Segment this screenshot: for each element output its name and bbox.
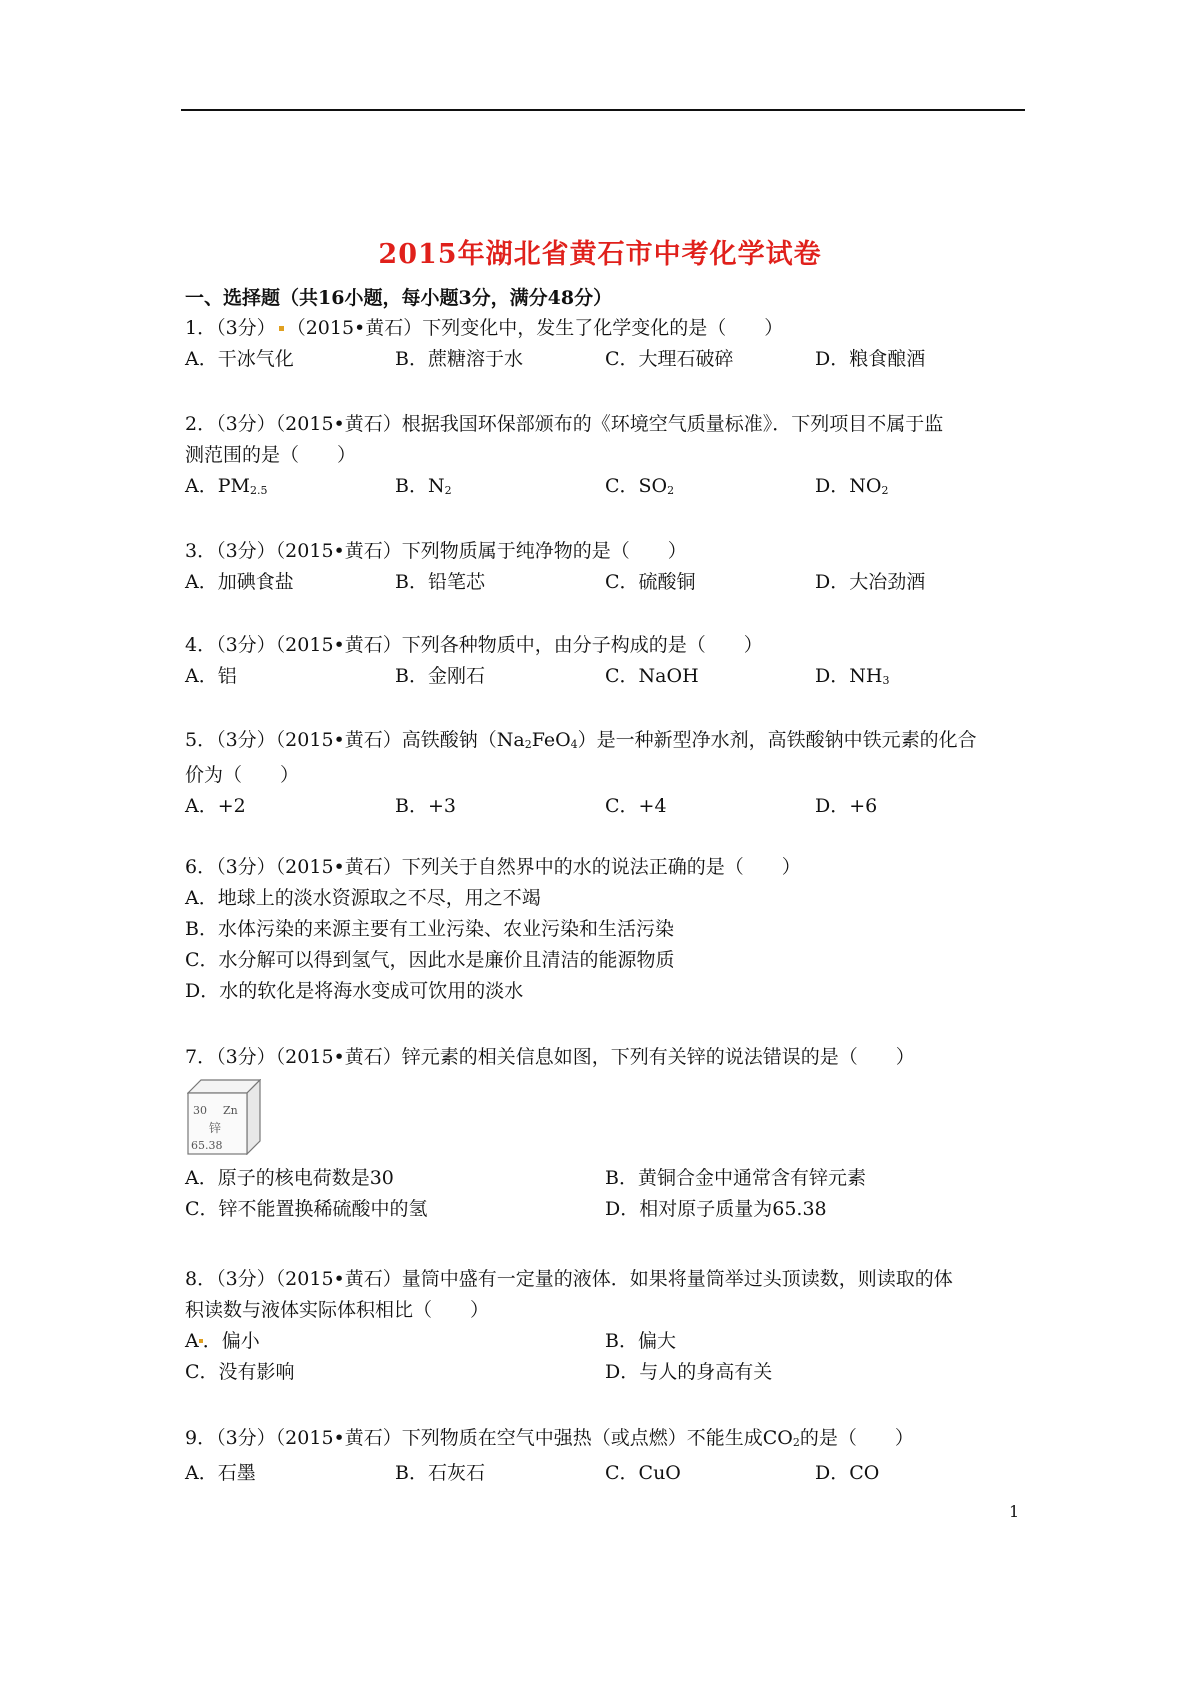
option-d: D．水的软化是将海水变成可饮用的淡水	[185, 980, 524, 1002]
question-9	[185, 1423, 1025, 1489]
option-a: A ．偏小	[185, 1330, 260, 1352]
mark-dot	[279, 326, 284, 331]
option-b: B．N2	[395, 475, 452, 497]
atomic-number: 30	[193, 1104, 207, 1117]
option-b: B．偏大	[605, 1330, 676, 1352]
question-6	[185, 852, 1025, 1007]
option-c: C．硫酸铜	[605, 571, 696, 593]
question-1	[185, 313, 1025, 375]
options-row	[185, 1326, 1025, 1357]
options-row	[185, 567, 1025, 598]
option-d: D．粮食酿酒	[815, 348, 926, 370]
option-d: D．相对原子质量为65.38	[605, 1198, 827, 1220]
option-c: C．NaOH	[605, 665, 699, 687]
question-5	[185, 725, 1025, 822]
option-b: B．+3	[395, 795, 456, 817]
option-b: B．铅笔芯	[395, 571, 485, 593]
option-c: C．水分解可以得到氢气，因此水是廉价且清洁的能源物质	[185, 949, 675, 971]
question-stem: 1．（3分） （2015•黄石）下列变化中，发生了化学变化的是（ ）	[185, 317, 784, 339]
option-c: C．锌不能置换稀硫酸中的氢	[185, 1198, 428, 1220]
option-d: D．大冶劲酒	[815, 571, 926, 593]
stem-line: 价为（ ）	[185, 764, 300, 786]
options-row	[185, 471, 1025, 502]
options-row	[185, 1194, 1025, 1225]
stem-line: 2．（3分）（2015•黄石）根据我国环保部颁布的《环境空气质量标准》．下列项目不属于监	[185, 413, 944, 435]
option-b: B．金刚石	[395, 665, 485, 687]
option-b: B．蔗糖溶于水	[395, 348, 523, 370]
option-b: B．石灰石	[395, 1462, 485, 1484]
atomic-mass: 65.38	[191, 1139, 223, 1152]
option-a: A．加碘食盐	[185, 571, 294, 593]
option-a: A．地球上的淡水资源取之不尽，用之不竭	[185, 887, 541, 909]
question-stem: 9．（3分）（2015•黄石）下列物质在空气中强热（或点燃）不能生成CO2的是（ ）	[185, 1427, 914, 1449]
option-a: A．PM2.5	[185, 475, 268, 497]
question-stem: 3．（3分）（2015•黄石）下列物质属于纯净物的是（ ）	[185, 540, 687, 562]
question-2	[185, 409, 1025, 502]
options-row	[185, 1357, 1025, 1388]
question-stem	[185, 409, 1025, 471]
stem-line: 测范围的是（ ）	[185, 444, 357, 466]
question-3	[185, 536, 1025, 598]
option-a: A．石墨	[185, 1462, 256, 1484]
option-c: C．没有影响	[185, 1361, 295, 1383]
stem-line: 8．（3分）（2015•黄石）量筒中盛有一定量的液体．如果将量筒举过头顶读数，则读取的体	[185, 1268, 953, 1290]
section-heading: 一、选择题（共16小题，每小题3分，满分48分）	[185, 287, 613, 309]
option-b: B．水体污染的来源主要有工业污染、农业污染和生活污染	[185, 918, 674, 940]
option-d: D．NH3	[815, 665, 890, 687]
option-a: A．铝	[185, 665, 237, 687]
page-number: 1	[1009, 1502, 1020, 1521]
stem-line: 积读数与液体实际体积相比（ ）	[185, 1299, 490, 1321]
options-row	[185, 1163, 1025, 1194]
option-a: A．+2	[185, 795, 246, 817]
question-stem	[185, 725, 1025, 791]
question-7	[185, 1042, 1025, 1225]
options-row	[185, 661, 1025, 692]
option-d: D．与人的身高有关	[605, 1361, 773, 1383]
option-c: C．CuO	[605, 1462, 681, 1484]
options-row	[185, 791, 1025, 822]
options-row	[185, 1458, 1025, 1489]
element-name: 锌	[209, 1121, 222, 1135]
question-stem: 4．（3分）（2015•黄石）下列各种物质中，由分子构成的是（ ）	[185, 634, 763, 656]
option-c: C．大理石破碎	[605, 348, 734, 370]
option-d: D．NO2	[815, 475, 889, 497]
option-c: C．+4	[605, 795, 667, 817]
question-stem: 6．（3分）（2015•黄石）下列关于自然界中的水的说法正确的是（ ）	[185, 856, 801, 878]
header-rule	[181, 109, 1025, 111]
option-a: A．原子的核电荷数是30	[185, 1167, 394, 1189]
option-b: B．黄铜合金中通常含有锌元素	[605, 1167, 866, 1189]
question-4	[185, 630, 1025, 692]
zinc-element-figure	[187, 1079, 261, 1155]
option-d: D．CO	[815, 1462, 880, 1484]
options-row	[185, 344, 1025, 375]
option-a: A．干冰气化	[185, 348, 294, 370]
question-stem: 7．（3分）（2015•黄石）锌元素的相关信息如图，下列有关锌的说法错误的是（ ）	[185, 1046, 915, 1068]
option-d: D．+6	[815, 795, 878, 817]
element-symbol: Zn	[223, 1104, 238, 1117]
question-8	[185, 1264, 1025, 1388]
exam-title: 2015年湖北省黄石市中考化学试卷	[378, 239, 822, 270]
stem-line: 5．（3分）（2015•黄石）高铁酸钠（Na2FeO4）是一种新型净水剂，高铁酸钠中铁元素的化合	[185, 729, 977, 751]
question-stem	[185, 1264, 1025, 1326]
option-c: C．SO2	[605, 475, 675, 497]
